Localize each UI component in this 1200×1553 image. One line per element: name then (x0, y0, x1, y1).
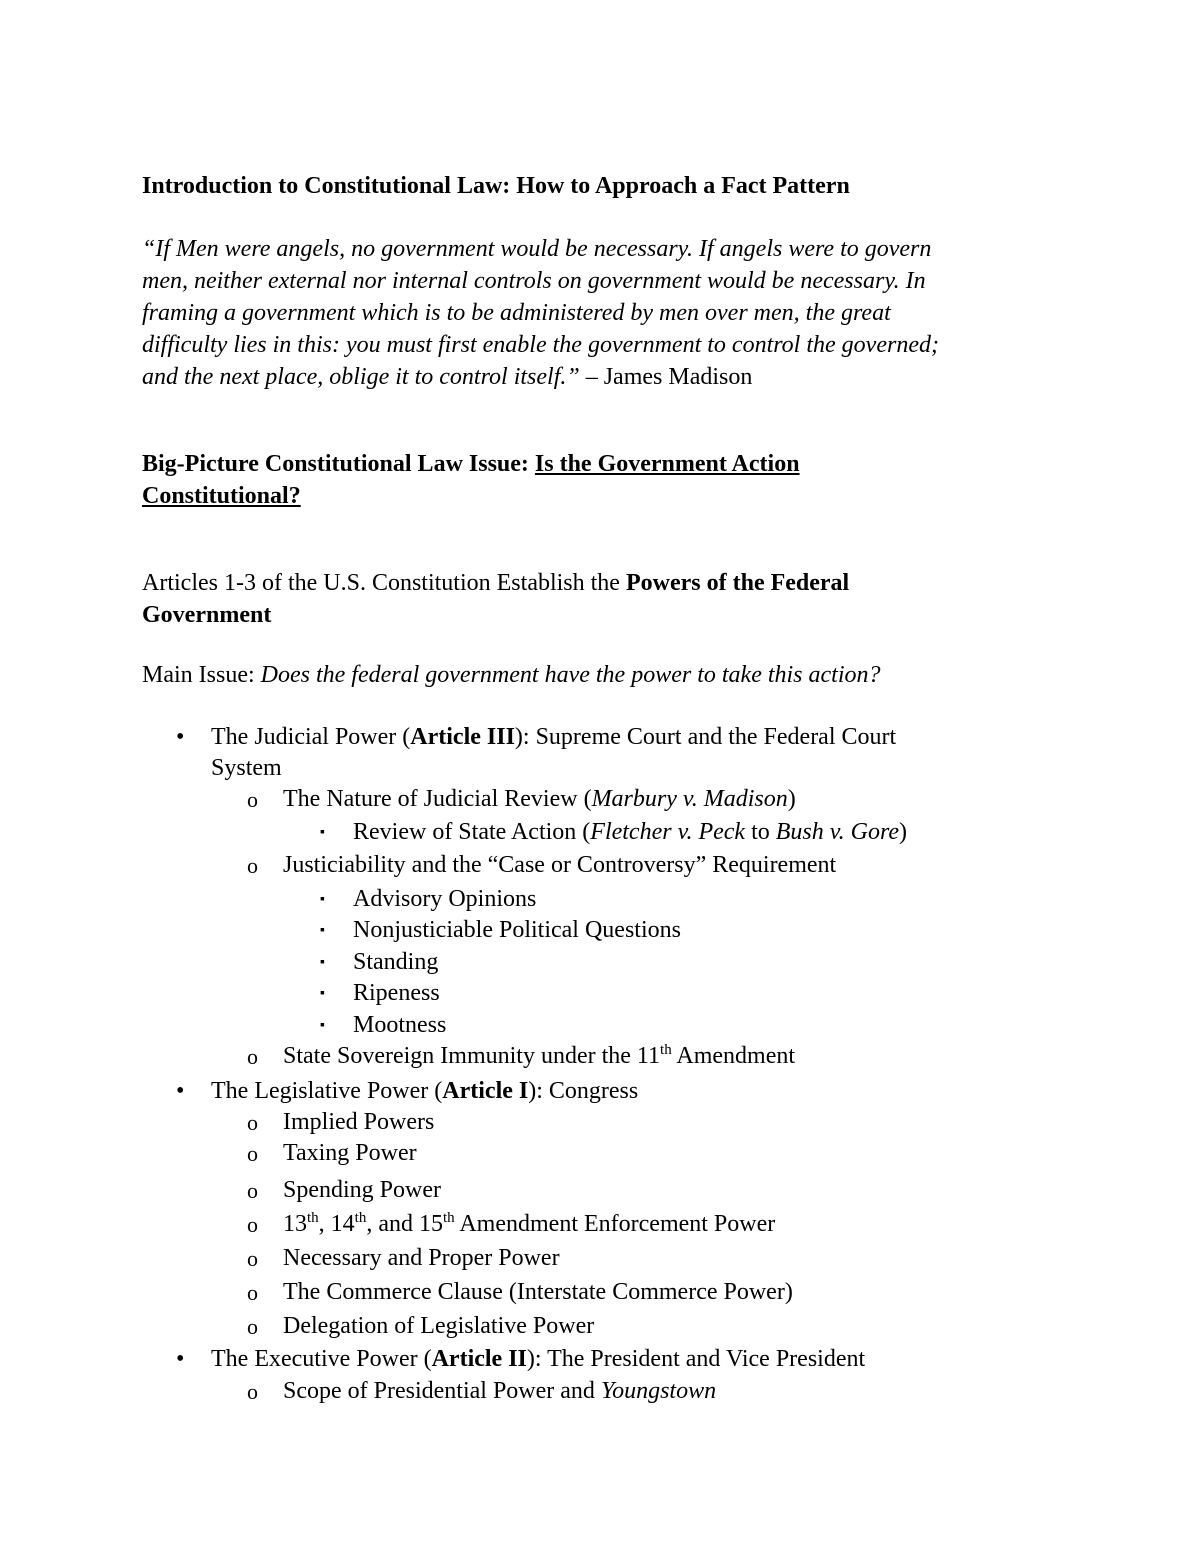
state-action-case2: Bush v. Gore (775, 819, 900, 845)
main-issue-label: Main Issue: (142, 662, 261, 688)
amendment-enforcement-item (283, 1212, 775, 1236)
main-issue-question: Does the federal government have the power to take this action? (260, 662, 881, 688)
judicial-post: ): Supreme Court and the Federal Court (514, 724, 897, 750)
square-marker: ▪ (320, 825, 325, 840)
judicial-article: Article III (410, 724, 515, 750)
immunity-pre: State Sovereign Immunity under the 11 (283, 1043, 661, 1069)
amend-text: Amendment Enforcement Power (454, 1211, 776, 1237)
legislative-subitem: The Commerce Clause (Interstate Commerce Power) (283, 1279, 793, 1305)
quote-text: and the next place, oblige it to control itself.” (142, 364, 580, 390)
review-post: ) (787, 786, 796, 812)
legislative-pre: The Legislative Power ( (211, 1078, 443, 1104)
articles-prefix: Articles 1-3 of the U.S. Constitution Establish the (142, 570, 626, 596)
quote-line-5 (142, 365, 752, 389)
amend-sup: th (443, 1210, 455, 1226)
circle-marker: o (247, 1212, 258, 1237)
big-picture-label: Big-Picture Constitutional Law Issue: (142, 451, 535, 477)
quote-line-3: framing a government which is to be administered by men over men, the great (142, 300, 891, 326)
judicial-power-cont: System (211, 755, 282, 781)
executive-pre: The Executive Power ( (211, 1346, 432, 1372)
state-action-case1: Fletcher v. Peck (590, 819, 746, 845)
legislative-subitem: Necessary and Proper Power (283, 1245, 560, 1271)
judicial-review-item (283, 787, 796, 811)
amend-sup: th (354, 1210, 367, 1226)
big-picture-heading (142, 452, 800, 476)
legislative-subitem: Taxing Power (283, 1140, 417, 1166)
circle-marker: o (247, 787, 258, 812)
presidential-power-item (283, 1379, 716, 1403)
circle-marker: o (247, 1280, 258, 1305)
amend-sup: th (307, 1210, 319, 1226)
square-marker: ▪ (320, 923, 325, 938)
doctrine-item: Advisory Opinions (353, 886, 537, 912)
quote-line-4: difficulty lies in this: you must first enable the government to control the governed; (142, 332, 939, 358)
judicial-power-item (211, 725, 896, 749)
articles-bold: Powers of the Federal (625, 570, 850, 596)
circle-marker: o (247, 1178, 258, 1203)
state-action-pre: Review of State Action ( (353, 819, 591, 845)
circle-marker: o (247, 1044, 258, 1069)
judicial-pre: The Judicial Power ( (211, 724, 411, 750)
bullet-marker: • (176, 1078, 185, 1104)
sovereign-immunity-item (283, 1044, 795, 1068)
executive-article: Article II (431, 1346, 527, 1372)
legislative-power-item (211, 1079, 638, 1103)
quote-attribution: – James Madison (579, 364, 753, 390)
quote-line-2: men, neither external nor internal controls on government would be necessary. In (142, 268, 926, 294)
document-title: Introduction to Constitutional Law: How to Approach a Fact Pattern (142, 173, 850, 199)
doctrine-item: Nonjusticiable Political Questions (353, 917, 681, 943)
doctrine-item: Ripeness (353, 980, 440, 1006)
circle-marker: o (247, 1141, 258, 1166)
big-picture-issue-cont: Constitutional? (142, 483, 301, 509)
circle-marker: o (247, 1110, 258, 1135)
square-marker: ▪ (320, 955, 325, 970)
circle-marker: o (247, 1379, 258, 1404)
articles-heading (142, 571, 849, 595)
immunity-sup: th (660, 1042, 672, 1058)
quote-line-1: “If Men were angels, no government would be necessary. If angels were to govern (142, 236, 932, 262)
state-action-mid: to (745, 819, 776, 845)
bullet-marker: • (176, 724, 185, 750)
legislative-subitem: Implied Powers (283, 1109, 435, 1135)
amend-15: , and 15 (366, 1211, 443, 1237)
main-issue (142, 663, 881, 687)
bullet-marker: • (176, 1346, 185, 1372)
review-case: Marbury v. Madison (591, 786, 788, 812)
justiciability-item: Justiciability and the “Case or Controversy” Requirement (283, 852, 837, 878)
immunity-post: Amendment (671, 1043, 796, 1069)
square-marker: ▪ (320, 986, 325, 1001)
legislative-subitem: Spending Power (283, 1177, 441, 1203)
review-pre: The Nature of Judicial Review ( (283, 786, 592, 812)
circle-marker: o (247, 1314, 258, 1339)
circle-marker: o (247, 853, 258, 878)
scope-case: Youngstown (600, 1378, 717, 1404)
circle-marker: o (247, 1246, 258, 1271)
state-action-post: ) (899, 819, 908, 845)
state-action-item (353, 820, 907, 844)
executive-post: ): The President and Vice President (526, 1346, 866, 1372)
big-picture-issue: Is the Government Action (534, 451, 800, 477)
amend-13: 13 (283, 1211, 307, 1237)
amend-14: , 14 (318, 1211, 355, 1237)
legislative-post: ): Congress (528, 1078, 639, 1104)
square-marker: ▪ (320, 892, 325, 907)
doctrine-item: Standing (353, 949, 439, 975)
square-marker: ▪ (320, 1018, 325, 1033)
doctrine-item: Mootness (353, 1012, 447, 1038)
scope-pre: Scope of Presidential Power and (283, 1378, 601, 1404)
articles-heading-cont: Government (142, 602, 272, 628)
executive-power-item (211, 1347, 865, 1371)
legislative-article: Article I (442, 1078, 529, 1104)
legislative-subitem: Delegation of Legislative Power (283, 1313, 595, 1339)
